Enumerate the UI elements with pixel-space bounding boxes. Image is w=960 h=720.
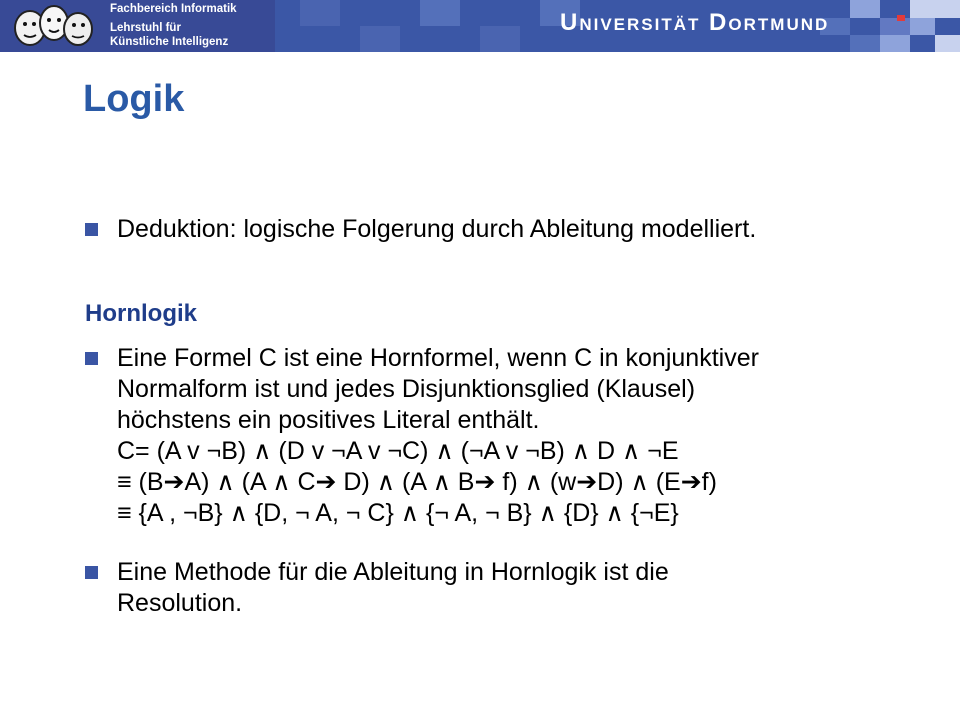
faculty-name: Fachbereich Informatik (110, 3, 237, 15)
bullet-square-icon (85, 566, 98, 579)
logo-panel (0, 0, 275, 52)
bullet-line: Eine Methode für die Ableitung in Hornlogik ist die (117, 558, 669, 586)
formula-line: C= (A v ¬B) ∧ (D v ¬A v ¬C) ∧ (¬A v ¬B) ∧ D ∧ ¬E (117, 437, 679, 465)
chair-line-2: Künstliche Intelligenz (110, 36, 229, 48)
chair-text (110, 2, 237, 49)
chair-line-1: Lehrstuhl für (110, 22, 181, 34)
formula-line: ≡ (B➔A) ∧ (A ∧ C➔ D) ∧ (A ∧ B➔ f) ∧ (w➔D) ∧ (E➔f) (117, 468, 717, 496)
formula-line: ≡ {A , ¬B} ∧ {D, ¬ A, ¬ C} ∧ {¬ A, ¬ B} ∧ {D} ∧ {¬E} (117, 499, 679, 527)
header-bar (0, 0, 960, 52)
section-heading: Hornlogik (85, 300, 197, 327)
bullet-line: Eine Formel C ist eine Hornformel, wenn C in konjunktiver (117, 344, 759, 372)
bullet-text-block (117, 343, 759, 529)
bullet-line: Resolution. (117, 589, 243, 617)
bullet-line: Normalform ist und jedes Disjunktionsglied (Klausel) (117, 375, 696, 403)
bullet-text-block (117, 557, 669, 619)
university-name: Universität Dortmund (560, 9, 830, 36)
slide-title: Logik (83, 78, 185, 120)
bullet-square-icon (85, 352, 98, 365)
bullet-text: Deduktion: logische Folgerung durch Ableitung modelliert. (117, 215, 757, 243)
bullet-line: höchstens ein positives Literal enthält. (117, 406, 540, 434)
faces-logo (8, 3, 104, 49)
bullet-square-icon (85, 223, 98, 236)
